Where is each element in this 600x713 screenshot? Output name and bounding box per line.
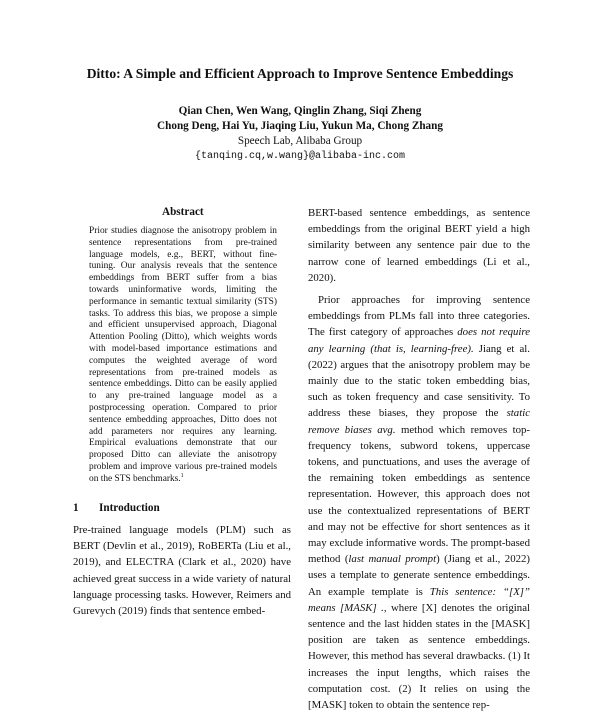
p2-emphasis-template: This sentence: “[X]” means [MASK] . [308, 585, 530, 614]
author-email: {tanqing.cq,w.wang}@alibaba-inc.com [194, 151, 406, 162]
abstract-heading: Abstract [162, 206, 204, 218]
p2-emphasis-learning-free: does not require any learning (that is, learning-free). [308, 326, 530, 355]
p2-text-c: method which removes top-frequency tokens, subword tokens, uppercase tokens, and punctuations, and uses the average of the remaining token embeddings as sentence representation. However, this approach does not use the contextualized representations of BERT and may not be effective for short sentences as it may exclude informative words. The prompt-based method ( [308, 423, 530, 566]
footnote-mark: 1 [180, 472, 184, 479]
p2-emphasis-method-name: static remove biases avg. [308, 407, 530, 436]
section-number: 1 [73, 502, 79, 514]
authors-line-2: Chong Deng, Hai Yu, Jiaqing Liu, Yukun Ma, Chong Zhang [157, 120, 443, 132]
p2-text-e: , where [X] denotes the original sentence and the last hidden states in the [MASK] position are taken as sentence embeddings. However, this method has several drawbacks. (1) It increases the input lengths, which raises the computation cost. (2) It relies on using the [MASK] token to obtain the sentence rep- [308, 601, 531, 712]
p2-text-b: Jiang et al. (2022) argues that the anisotropy problem may be mainly due to the static token embedding bias, such as token frequency and case sensitivity. To address these biases, they propose the [308, 342, 530, 420]
right-column [308, 205, 530, 713]
introduction-heading [73, 501, 160, 515]
authors-line-1: Qian Chen, Wen Wang, Qinglin Zhang, Siqi Zheng [178, 105, 422, 117]
right-paragraph-2 [308, 292, 530, 713]
p2-text-a: Prior approaches for improving sentence embeddings from PLMs fall into three categories. The first category of approaches [308, 294, 530, 339]
abstract-body [89, 226, 277, 486]
paper-title: Ditto: A Simple and Efficient Approach to Improve Sentence Embeddings [86, 66, 514, 81]
affiliation: Speech Lab, Alibaba Group [237, 135, 363, 147]
introduction-paragraph: Pre-trained language models (PLM) such as BERT (Devlin et al., 2019), RoBERTa (Liu et al., 2019), and ELECTRA (Clark et al., 2020) have achieved great success in a wide variety of natural language processing tasks. However, Reimers and Gurevych (2019) finds that sentence embed- [73, 524, 291, 618]
p2-emphasis-prompt-name: last manual prompt [348, 553, 437, 566]
section-title: Introduction [99, 502, 160, 514]
p2-text-d: ) (Jiang et al., 2022) uses a template to generate sentence embeddings. An example template is [308, 553, 530, 598]
abstract-text: Prior studies diagnose the anisotropy problem in sentence representations from pre-trained language models, e.g., BERT, without fine-tuning. Our analysis reveals that the sentence embeddings from BERT suffer from a bias towards uninformative words, limiting the performance in semantic textual similarity (STS) tasks. To address this bias, we propose a simple and efficient unsupervised approach, Diagonal Attention Pooling (Ditto), which weights words with model-based importance estimations and computes the weighted average of word representations from pre-trained models as sentence embeddings. Ditto can be easily applied to any pre-trained language model as a postprocessing operation. Compared to prior sentence embedding approaches, Ditto does not add parameters nor requires any learning. Empirical evaluations demonstrate that our proposed Ditto can alleviate the anisotropy problem and improve various pre-trained models on the STS benchmarks. [89, 226, 277, 484]
right-paragraph-1: BERT-based sentence embeddings, as sentence embeddings from the original BERT yield a high similarity between any sentence pair due to the narrow cone of learned embeddings (Li et al., 2020). [308, 207, 530, 284]
